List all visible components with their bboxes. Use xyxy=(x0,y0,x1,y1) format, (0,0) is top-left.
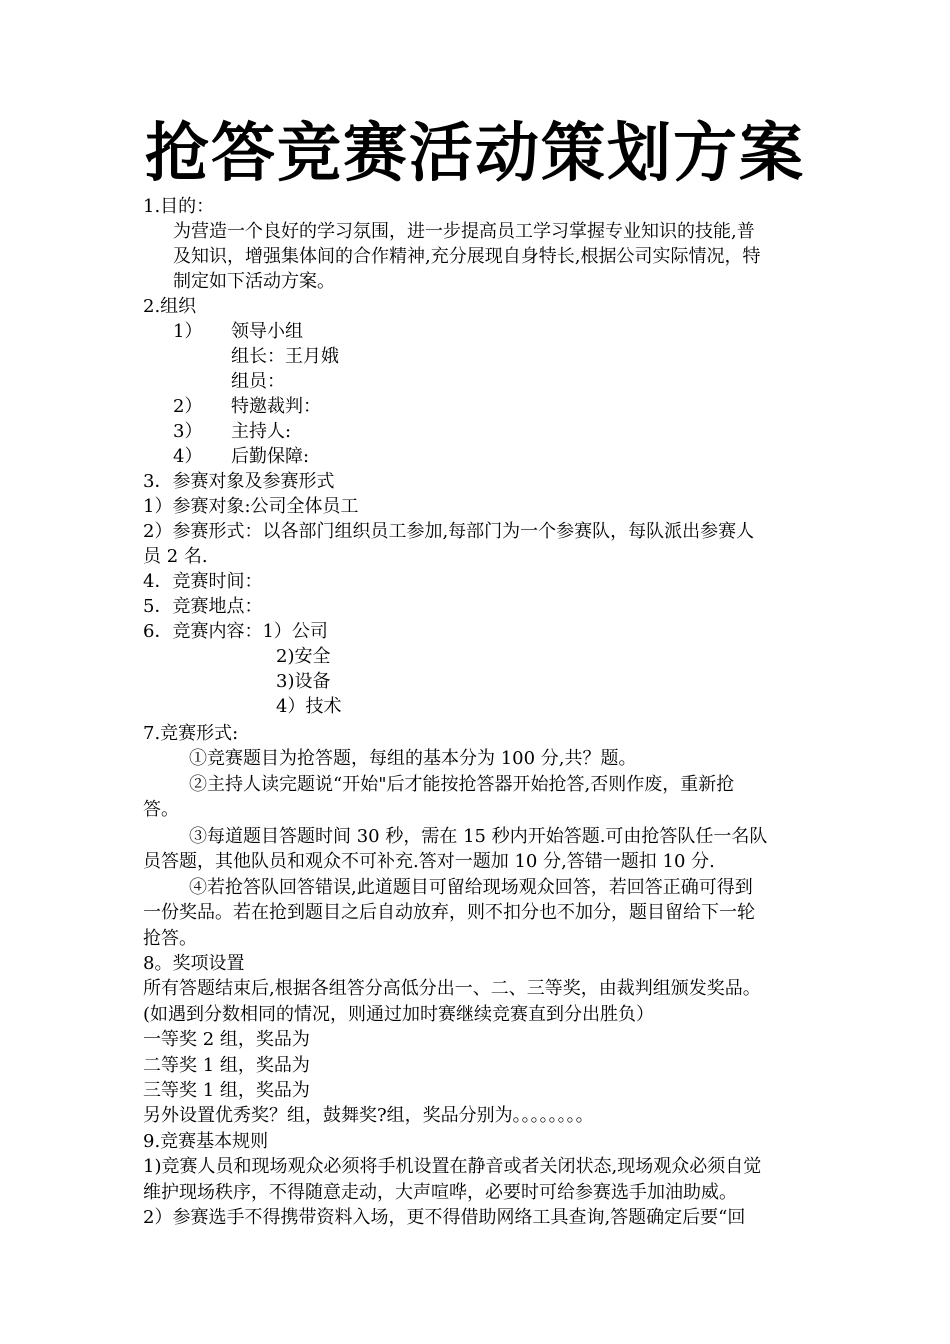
section-8-heading: 8。奖项设置 xyxy=(143,953,245,974)
section-9-heading: 9.竞赛基本规则 xyxy=(143,1131,269,1152)
rule-line: ②主持人读完题说“开始"后才能按抢答器开始抢答,否则作废，重新抢 xyxy=(189,774,735,795)
org-item-number: 3） xyxy=(173,421,203,442)
basic-rule-line: 1)竞赛人员和现场观众必须将手机设置在静音或者关闭状态,现场观众必须自觉 xyxy=(143,1156,762,1177)
section-3-line: 员 2 名. xyxy=(143,546,208,567)
org-members: 组员： xyxy=(231,371,285,392)
org-item-text: 主持人: xyxy=(231,421,292,442)
award-line: 另外设置优秀奖？组，鼓舞奖?组，奖品分别为。。。。。。。。 xyxy=(143,1105,594,1126)
section-3-line: 2）参赛形式：以各部门组织员工参加,每部门为一个参赛队，每队派出参赛人 xyxy=(143,521,755,542)
rule-line: ④若抢答队回答错误,此道题目可留给现场观众回答，若回答正确可得到 xyxy=(189,877,753,898)
section-6-heading: 6．竞赛内容：1）公司 xyxy=(143,621,328,642)
org-leader: 组长：王月娥 xyxy=(231,346,339,367)
content-item: 4）技术 xyxy=(276,696,342,717)
rule-line: 抢答。 xyxy=(143,928,197,949)
section-1-line: 为营造一个良好的学习氛围，进一步提高员工学习掌握专业知识的技能,普 xyxy=(173,221,755,242)
award-line: 二等奖 1 组，奖品为 xyxy=(143,1055,310,1076)
section-5-heading: 5．竞赛地点： xyxy=(143,596,263,617)
content-item: 2)安全 xyxy=(276,646,331,667)
content-item: 3)设备 xyxy=(276,671,331,692)
org-item-text: 领导小组 xyxy=(231,321,303,342)
section-1-heading: 1.目的： xyxy=(143,196,215,217)
award-line: (如遇到分数相同的情况，则通过加时赛继续竞赛直到分出胜负） xyxy=(143,1004,655,1025)
org-item-number: 4） xyxy=(173,446,203,467)
basic-rule-line: 维护现场秩序，不得随意走动，大声喧哗，必要时可给参赛选手加油助威。 xyxy=(143,1182,737,1203)
section-2-heading: 2.组织 xyxy=(143,296,197,317)
section-3-line: 1）参赛对象:公司全体员工 xyxy=(143,496,359,517)
rule-line: 答。 xyxy=(143,799,179,820)
section-4-heading: 4．竞赛时间： xyxy=(143,571,263,592)
award-line: 一等奖 2 组，奖品为 xyxy=(143,1029,310,1050)
award-line: 三等奖 1 组，奖品为 xyxy=(143,1080,310,1101)
section-1-line: 制定如下活动方案。 xyxy=(173,271,335,292)
basic-rule-line: 2）参赛选手不得携带资料入场，更不得借助网络工具查询,答题确定后要“回 xyxy=(143,1207,746,1228)
org-item-number: 1） xyxy=(173,321,203,342)
section-3-heading: 3．参赛对象及参赛形式 xyxy=(143,471,335,492)
rule-line: ①竞赛题目为抢答题，每组的基本分为 100 分,共？题。 xyxy=(189,748,637,769)
rule-line: 员答题，其他队员和观众不可补充.答对一题加 10 分,答错一题扣 10 分. xyxy=(143,851,715,872)
org-item-text: 特邀裁判： xyxy=(231,396,321,417)
section-7-heading: 7.竞赛形式: xyxy=(143,723,239,744)
award-line: 所有答题结束后,根据各组答分高低分出一、二、三等奖，由裁判组颁发奖品。 xyxy=(143,978,761,999)
rule-line: ③每道题目答题时间 30 秒，需在 15 秒内开始答题.可由抢答队任一名队 xyxy=(189,826,768,847)
section-1-line: 及知识，增强集体间的合作精神,充分展现自身特长,根据公司实际情况，特 xyxy=(173,246,761,267)
org-item-text: 后勤保障: xyxy=(231,446,310,467)
document-title: 抢答竞赛活动策划方案 xyxy=(145,116,805,191)
org-item-number: 2） xyxy=(173,396,203,417)
rule-line: 一份奖品。若在抢到题目之后自动放弃，则不扣分也不加分，题目留给下一轮 xyxy=(143,902,755,923)
